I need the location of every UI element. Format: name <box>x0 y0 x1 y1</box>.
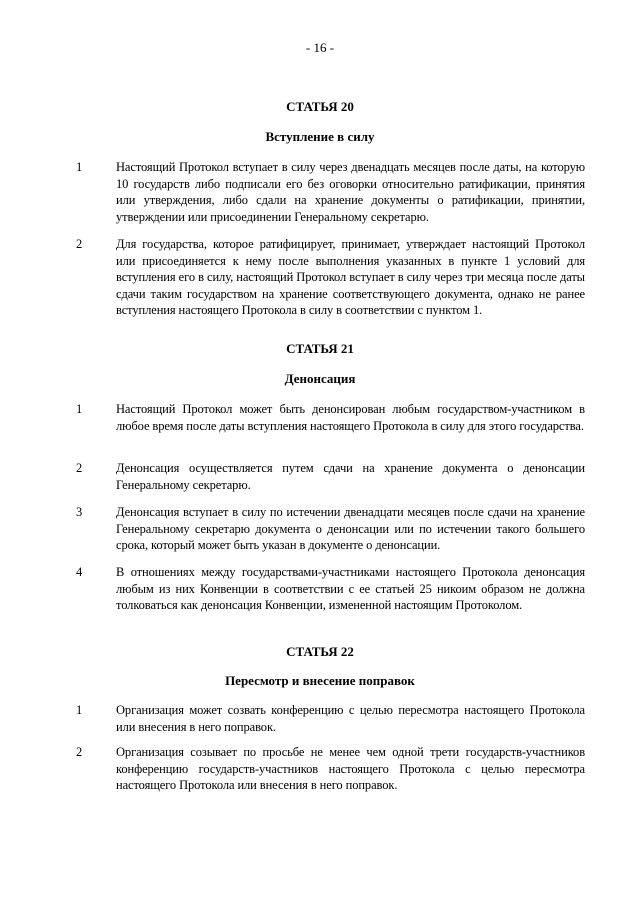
paragraph-number: 3 <box>76 505 83 519</box>
paragraph-text: Организация может созвать конференцию с целью пересмотра настоящего Протокола или внесения в него поправок. <box>116 703 585 734</box>
article-21-title: СТАТЬЯ 21 <box>286 341 354 356</box>
paragraph-text: В отношениях между государствами-участниками настоящего Протокола денонсация любым из них Конвенции в соответствии с ее статьей 25 никоим образом не должна толковаться как денонсация Конвенции, измененной настоящим Протоколом. <box>116 565 585 613</box>
paragraph-number: 1 <box>76 160 83 174</box>
paragraph-text: Для государства, которое ратифицирует, принимает, утверждает настоящий Протокол или присоединяется к нему после выполнения указанных в пункте 1 условий для вступления его в силу, настоящий Протокол вступает в силу через три месяца после даты сдачи таким государством на хранение соответствующего документа, однако не ранее вступления настоящего Протокола в силу в соответствии с пунктом 1. <box>116 237 585 318</box>
paragraph-number: 1 <box>76 402 83 416</box>
article-20-title: СТАТЬЯ 20 <box>286 99 354 114</box>
paragraph-text: Денонсация осуществляется путем сдачи на хранение документа о денонсации Генеральному секретарю. <box>116 461 585 492</box>
paragraph-text: Денонсация вступает в силу по истечении двенадцати месяцев после сдачи на хранение Генеральному секретарю документа о денонсации или по истечении такого большего срока, который может быть указан в документе о денонсации. <box>116 505 585 553</box>
paragraph-number: 2 <box>76 237 83 251</box>
paragraph-text: Организация созывает по просьбе не менее чем одной трети государств-участников конференцию государств-участников настоящего Протокола с целью пересмотра настоящего Протокола или внесения в него поправок. <box>116 745 585 793</box>
paragraph-text: Настоящий Протокол вступает в силу через двенадцать месяцев после даты, на которую 10 государств либо подписали его без оговорки относительно ратификации, принятия или утверждения, либо сдали на хранение документы о ратификации, принятии, утверждении или присоединении Генеральному секретарю. <box>116 160 585 224</box>
article-22-subtitle: Пересмотр и внесение поправок <box>225 673 415 688</box>
article-20-subtitle: Вступление в силу <box>265 129 375 144</box>
paragraph-text: Настоящий Протокол может быть денонсирован любым государством-участником в любое время после даты вступления настоящего Протокола в силу для этого государства. <box>116 402 585 433</box>
article-22-title: СТАТЬЯ 22 <box>286 644 354 659</box>
article-21-subtitle: Денонсация <box>284 371 356 386</box>
page-number: - 16 - <box>305 40 335 55</box>
paragraph-number: 1 <box>76 703 83 717</box>
paragraph-number: 2 <box>76 745 83 759</box>
paragraph-number: 2 <box>76 461 83 475</box>
paragraph-number: 4 <box>76 565 83 579</box>
